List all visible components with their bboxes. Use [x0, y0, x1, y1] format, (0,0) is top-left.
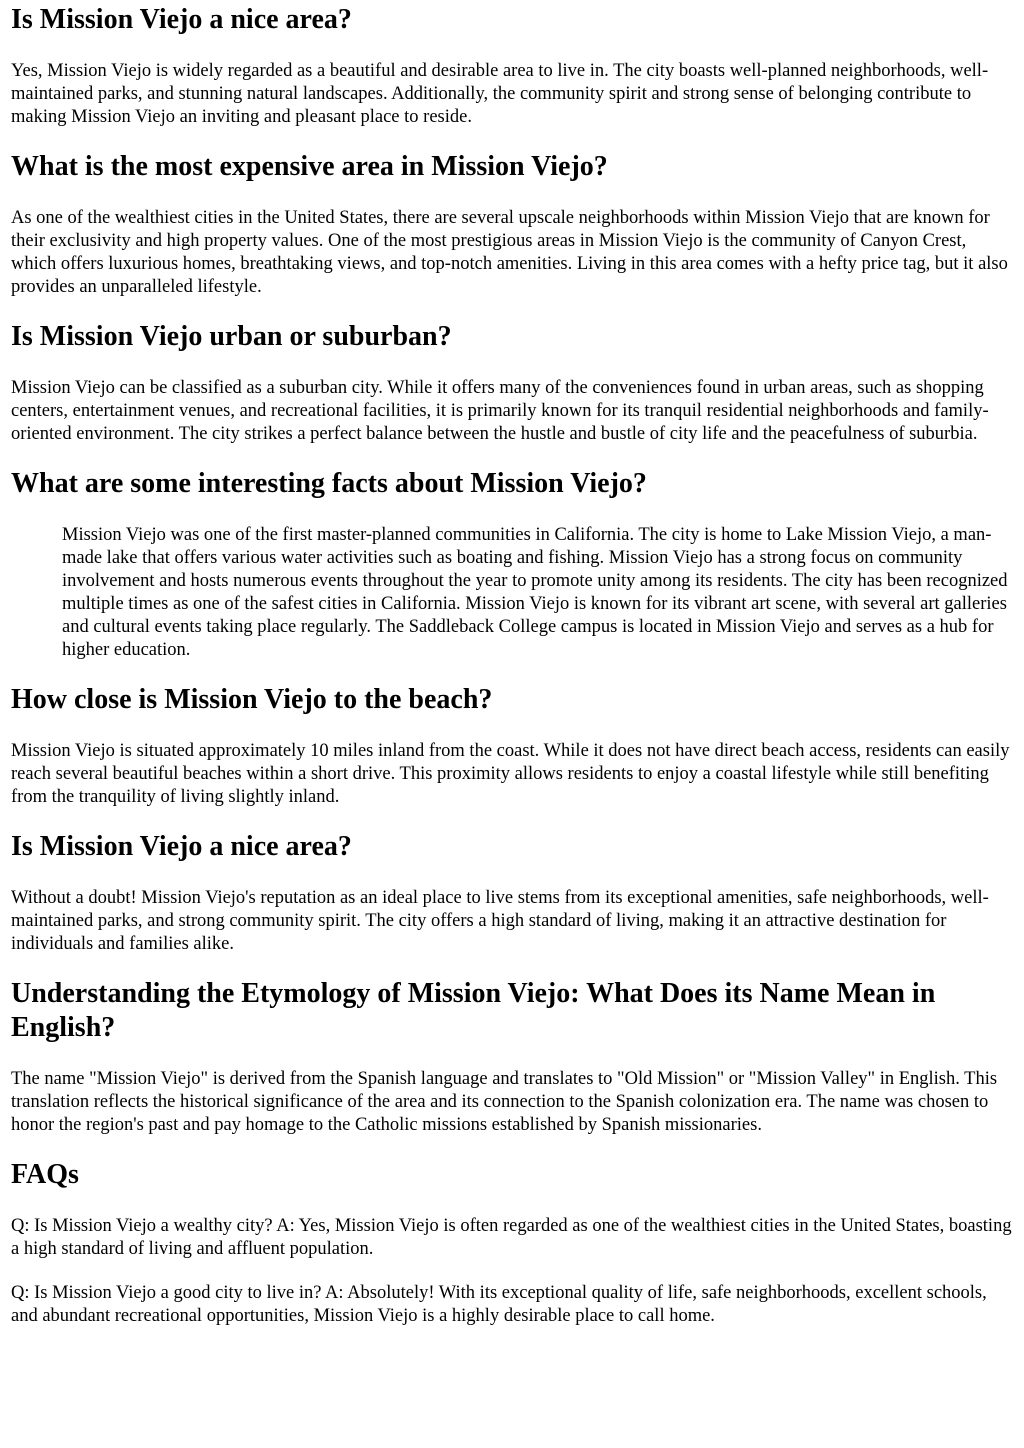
section-paragraph: Without a doubt! Mission Viejo's reputation as an ideal place to live stems from its exceptional amenities, safe neighborhoods, well-maintained parks, and strong community spirit. The city offers a high standard of living, making it an attractive destination for individuals and families alike.	[11, 888, 989, 954]
section-paragraph: Mission Viejo can be classified as a suburban city. While it offers many of the conveniences found in urban areas, such as shopping centers, entertainment venues, and recreational facilities, it is primarily known for its tranquil residential neighborhoods and family-oriented environment. The city strikes a perfect balance between the hustle and bustle of city life and the peacefulness of suburbia.	[11, 378, 989, 444]
facts-blockquote: Mission Viejo was one of the first master-planned communities in California. The city is home to Lake Mission Viejo, a man-made lake that offers various water activities such as boating and fishing. Mission Viejo has a strong focus on community involvement and hosts numerous events throughout the year to promote unity among its residents. The city has been recognized multiple times as one of the safest cities in California. Mission Viejo is known for its vibrant art scene, with several art galleries and cultural events taking place regularly. The Saddleback College campus is located in Mission Viejo and serves as a hub for higher education.	[62, 525, 1008, 660]
section-nice-area	[11, 3, 1013, 129]
section-heading: What is the most expensive area in Mission Viejo?	[11, 151, 608, 182]
section-urban-suburban	[11, 320, 1013, 446]
section-nice-area-repeat	[11, 830, 1013, 956]
section-heading: Is Mission Viejo a nice area?	[11, 4, 352, 35]
section-paragraph: The name "Mission Viejo" is derived from the Spanish language and translates to "Old Mission" or "Mission Valley" in English. This translation reflects the historical significance of the area and its connection to the Spanish colonization era. The name was chosen to honor the region's past and pay homage to the Catholic missions established by Spanish missionaries.	[11, 1069, 998, 1135]
faq-item: Q: Is Mission Viejo a good city to live in? A: Absolutely! With its exceptional quality of life, safe neighborhoods, excellent schools, and abundant recreational opportunities, Mission Viejo is a highly desirable place to call home.	[11, 1283, 987, 1326]
section-heading: Understanding the Etymology of Mission Viejo: What Does its Name Mean in English?	[11, 978, 936, 1043]
faqs-heading: FAQs	[11, 1159, 79, 1190]
section-heading: Is Mission Viejo a nice area?	[11, 831, 352, 862]
section-interesting-facts	[11, 467, 1013, 662]
section-heading: Is Mission Viejo urban or suburban?	[11, 321, 452, 352]
section-heading: How close is Mission Viejo to the beach?	[11, 684, 493, 715]
section-etymology	[11, 977, 1013, 1137]
section-beach-distance	[11, 683, 1013, 809]
faq-item: Q: Is Mission Viejo a wealthy city? A: Yes, Mission Viejo is often regarded as one of the wealthiest cities in the United States, boasting a high standard of living and affluent population.	[11, 1216, 1012, 1259]
section-faqs	[11, 1158, 1013, 1328]
section-paragraph: As one of the wealthiest cities in the United States, there are several upscale neighborhoods within Mission Viejo that are known for their exclusivity and high property values. One of the most prestigious areas in Mission Viejo is the community of Canyon Crest, which offers luxurious homes, breathtaking views, and top-notch amenities. Living in this area comes with a hefty price tag, but it also provides an unparalleled lifestyle.	[11, 208, 1008, 297]
section-heading: What are some interesting facts about Mission Viejo?	[11, 468, 647, 499]
section-paragraph: Mission Viejo is situated approximately 10 miles inland from the coast. While it does not have direct beach access, residents can easily reach several beautiful beaches within a short drive. This proximity allows residents to enjoy a coastal lifestyle while still benefiting from the tranquility of living slightly inland.	[11, 741, 1010, 807]
section-expensive-area	[11, 150, 1013, 299]
section-paragraph: Yes, Mission Viejo is widely regarded as a beautiful and desirable area to live in. The city boasts well-planned neighborhoods, well-maintained parks, and stunning natural landscapes. Additionally, the community spirit and strong sense of belonging contribute to making Mission Viejo an inviting and pleasant place to reside.	[11, 61, 989, 127]
